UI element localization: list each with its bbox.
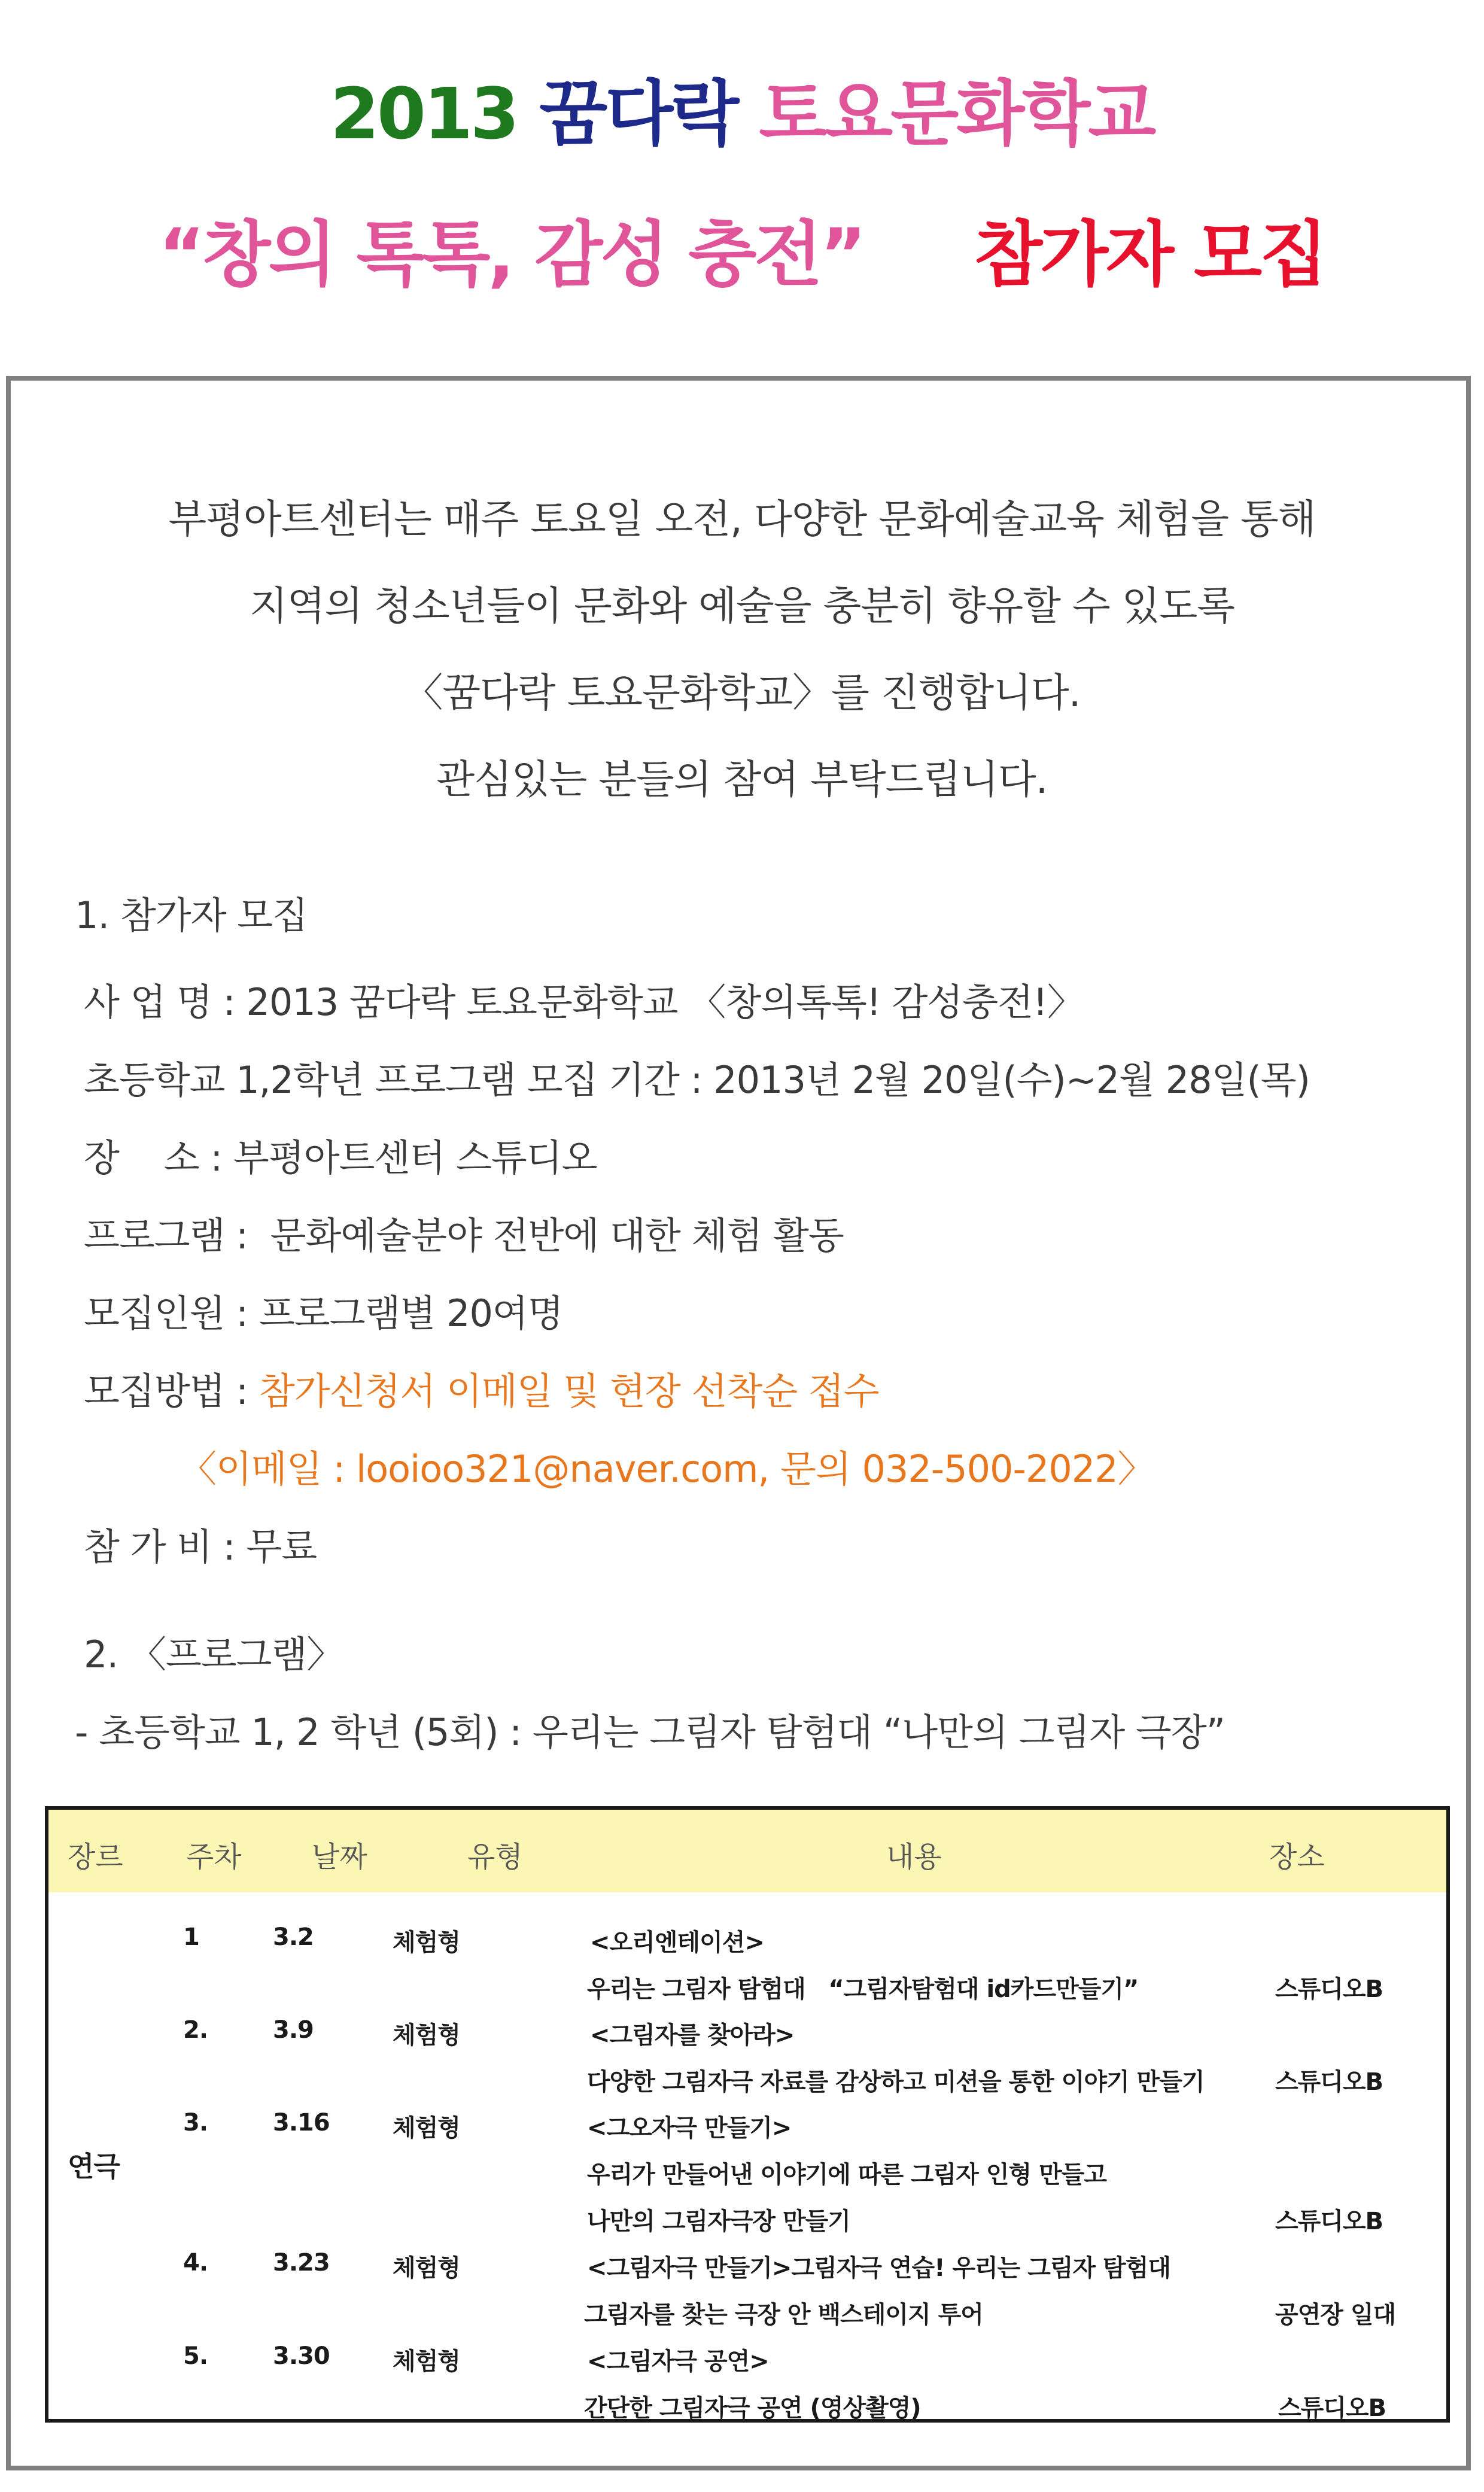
week-cell: 2.	[183, 2016, 208, 2044]
program: 프로그램 : 문화예술분야 전반에 대한 체험 활동	[84, 1214, 844, 1257]
intro-line: 지역의 청소년들이 문화와 예술을 충분히 향유할 수 있도록	[250, 583, 1234, 629]
type-cell: 체험형	[393, 2022, 460, 2049]
place-cell: 스튜디오B	[1275, 2208, 1383, 2235]
header-genre: 장르	[68, 1840, 123, 1874]
type-cell: 체험형	[393, 1929, 460, 1956]
date-cell: 3.30	[273, 2342, 330, 2370]
capacity: 모집인원 : 프로그램별 20여명	[84, 1291, 563, 1335]
place-cell: 공연장 일대	[1275, 2301, 1396, 2329]
content-line: 우리는 그림자 탐험대 “그림자탐험대 id카드만들기”	[587, 1976, 1139, 2003]
week-cell: 3.	[183, 2109, 208, 2137]
date-cell: 3.2	[273, 1923, 314, 1951]
content-line: <오리엔테이션>	[590, 1929, 764, 1956]
genre-cell: 연극	[68, 2150, 120, 2183]
place-cell: 스튜디오B	[1275, 1976, 1383, 2003]
method-label: 모집방법 :	[84, 1369, 259, 1413]
page-title	[0, 66, 1484, 162]
place-cell: 스튜디오B	[1275, 2068, 1383, 2096]
title-school: 토요문화학교	[759, 72, 1154, 155]
week-cell: 4.	[183, 2249, 208, 2277]
title-year: 2013	[330, 72, 518, 155]
date-cell: 3.16	[273, 2109, 330, 2137]
content-line: <그림자를 찾아라>	[590, 2022, 795, 2049]
section1-heading: 1. 참가자 모집	[75, 894, 308, 937]
title-recruit: 참가자 모집	[974, 213, 1326, 296]
content-line: <그림자극 만들기>그림자극 연습! 우리는 그림자 탐험대	[587, 2254, 1170, 2282]
title-slogan: “창의 톡톡, 감성 충전”	[158, 213, 864, 296]
intro-line: 관심있는 분들의 참여 부탁드립니다.	[436, 756, 1048, 803]
header-week: 주차	[186, 1840, 242, 1874]
content-line: <그림자극 공연>	[587, 2348, 769, 2375]
type-cell: 체험형	[393, 2114, 460, 2142]
method-value: 참가신청서 이메일 및 현장 선착순 접수	[259, 1369, 879, 1413]
program-subtitle: - 초등학교 1, 2 학년 (5회) : 우리는 그림자 탐험대 “나만의 그림자 극장”	[75, 1710, 1225, 1754]
place-cell: 스튜디오B	[1278, 2394, 1386, 2422]
content-line: 다양한 그림자극 자료를 감상하고 미션을 통한 이야기 만들기	[587, 2068, 1205, 2096]
header-type: 유형	[467, 1840, 523, 1874]
type-cell: 체험형	[393, 2254, 460, 2282]
header-place: 장소	[1269, 1840, 1325, 1874]
page-subtitle	[0, 206, 1484, 302]
content-line: 우리가 만들어낸 이야기에 따른 그림자 인형 만들고	[587, 2161, 1106, 2189]
date-cell: 3.9	[273, 2016, 314, 2044]
project-name: 사 업 명 : 2013 꿈다락 토요문화학교 〈창의톡톡! 감성충전!〉	[84, 980, 1084, 1024]
program-table	[45, 1806, 1450, 2423]
date-cell: 3.23	[273, 2249, 330, 2277]
recruit-method	[84, 1362, 879, 1415]
type-cell: 체험형	[393, 2348, 460, 2375]
header-date: 날짜	[312, 1840, 367, 1874]
content-line: 그림자를 찾는 극장 안 백스테이지 투어	[584, 2301, 983, 2329]
week-cell: 5.	[183, 2342, 208, 2370]
week-cell: 1	[183, 1923, 199, 1951]
intro-line: 〈꿈다락 토요문화학교〉를 진행합니다.	[403, 670, 1081, 716]
table-header	[48, 1810, 1446, 1892]
content-line: 간단한 그림자극 공연 (영상촬영)	[584, 2394, 921, 2422]
content-line: <그오자극 만들기>	[587, 2114, 792, 2142]
fee: 참 가 비 : 무료	[84, 1525, 317, 1569]
intro-line: 부평아트센터는 매주 토요일 오전, 다양한 문화예술교육 체험을 통해	[168, 496, 1316, 542]
section2-heading: 2. 〈프로그램〉	[84, 1633, 343, 1676]
content-line: 나만의 그림자극장 만들기	[587, 2208, 850, 2235]
intro-paragraph	[0, 476, 1484, 823]
place: 장 소 : 부평아트센터 스튜디오	[84, 1136, 597, 1180]
recruit-period: 초등학교 1,2학년 프로그램 모집 기간 : 2013년 2월 20일(수)~2월 28일(목)	[84, 1058, 1310, 1102]
contact-info: 〈이메일 : looioo321@naver.com, 문의 032-500-2022〉	[180, 1447, 1154, 1491]
title-brand: 꿈다락	[539, 72, 737, 155]
header-content: 내용	[886, 1840, 942, 1874]
